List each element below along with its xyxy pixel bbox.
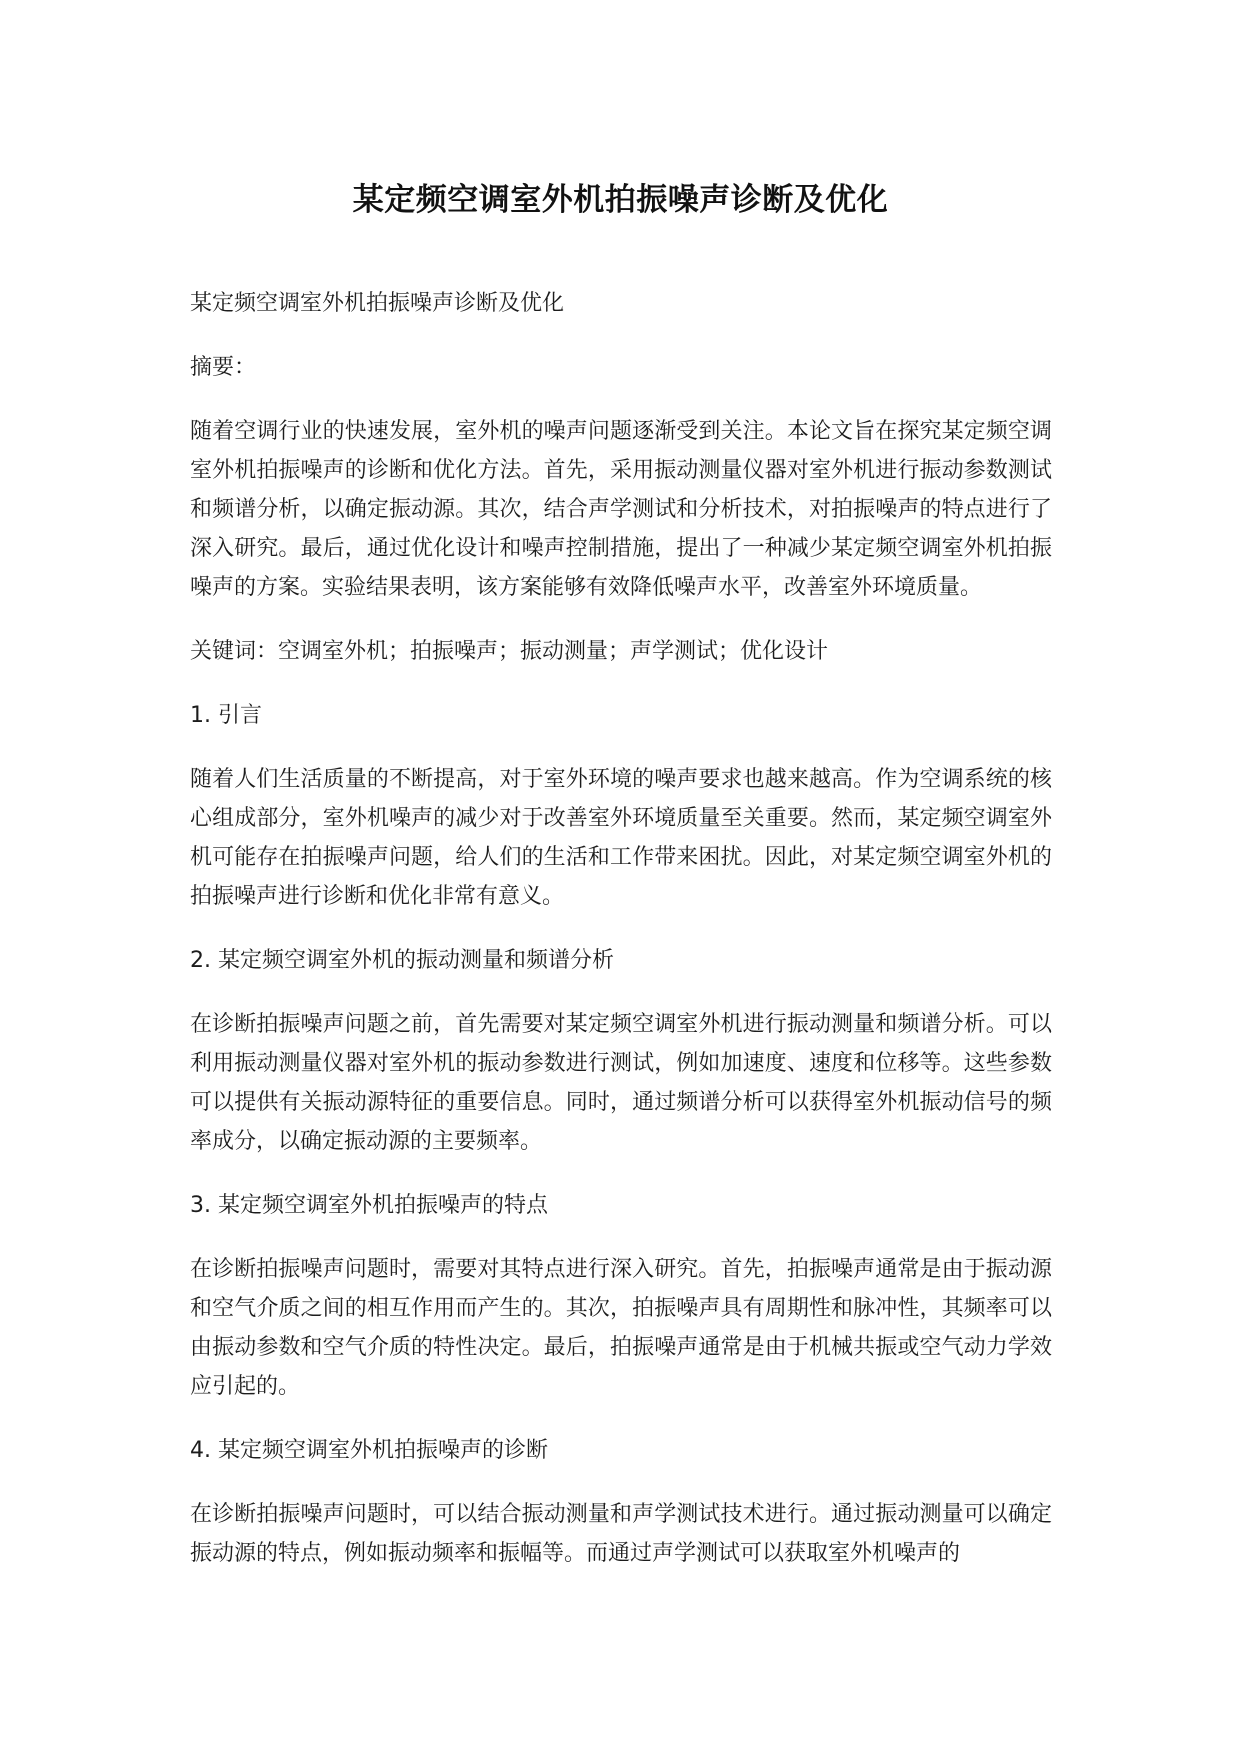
section-3-text: 在诊断拍振噪声问题时，需要对其特点进行深入研究。首先，拍振噪声通常是由于振动源和空气介质之间的相互作用而产生的。其次，拍振噪声具有周期性和脉冲性，其频率可以由振动参数和空气介质的特性决定。最后，拍振噪声通常是由于机械共振或空气动力学效应引起的。: [190, 1257, 1052, 1399]
section-4-text: 在诊断拍振噪声问题时，可以结合振动测量和声学测试技术进行。通过振动测量可以确定振动源的特点，例如振动频率和振幅等。而通过声学测试可以获取室外机噪声的: [190, 1502, 1052, 1566]
section-heading-1: 1. 引言: [190, 703, 262, 728]
keywords-line: 关键词：空调室外机；拍振噪声；振动测量；声学测试；优化设计: [190, 639, 829, 664]
paper-heading-repeat: 某定频空调室外机拍振噪声诊断及优化: [190, 291, 565, 316]
abstract-text: 随着空调行业的快速发展，室外机的噪声问题逐渐受到关注。本论文旨在探究某定频空调室外机拍振噪声的诊断和优化方法。首先，采用振动测量仪器对室外机进行振动参数测试和频谱分析，以确定振动源。其次，结合声学测试和分析技术，对拍振噪声的特点进行了深入研究。最后，通过优化设计和噪声控制措施，提出了一种减少某定频空调室外机拍振噪声的方案。实验结果表明，该方案能够有效降低噪声水平，改善室外环境质量。: [190, 419, 1052, 600]
section-1-text: 随着人们生活质量的不断提高，对于室外环境的噪声要求也越来越高。作为空调系统的核心组成部分，室外机噪声的减少对于改善室外环境质量至关重要。然而，某定频空调室外机可能存在拍振噪声问题，给人们的生活和工作带来困扰。因此，对某定频空调室外机的拍振噪声进行诊断和优化非常有意义。: [190, 767, 1052, 909]
section-heading-4: 4. 某定频空调室外机拍振噪声的诊断: [190, 1438, 548, 1463]
abstract-label: 摘要：: [190, 355, 257, 380]
document-body: [190, 284, 1052, 1598]
document-title: 某定频空调室外机拍振噪声诊断及优化: [352, 182, 889, 218]
section-2-text: 在诊断拍振噪声问题之前，首先需要对某定频空调室外机进行振动测量和频谱分析。可以利用振动测量仪器对室外机的振动参数进行测试，例如加速度、速度和位移等。这些参数可以提供有关振动源特征的重要信息。同时，通过频谱分析可以获得室外机振动信号的频率成分，以确定振动源的主要频率。: [190, 1012, 1052, 1154]
section-heading-3: 3. 某定频空调室外机拍振噪声的特点: [190, 1193, 548, 1218]
section-heading-2: 2. 某定频空调室外机的振动测量和频谱分析: [190, 948, 614, 973]
